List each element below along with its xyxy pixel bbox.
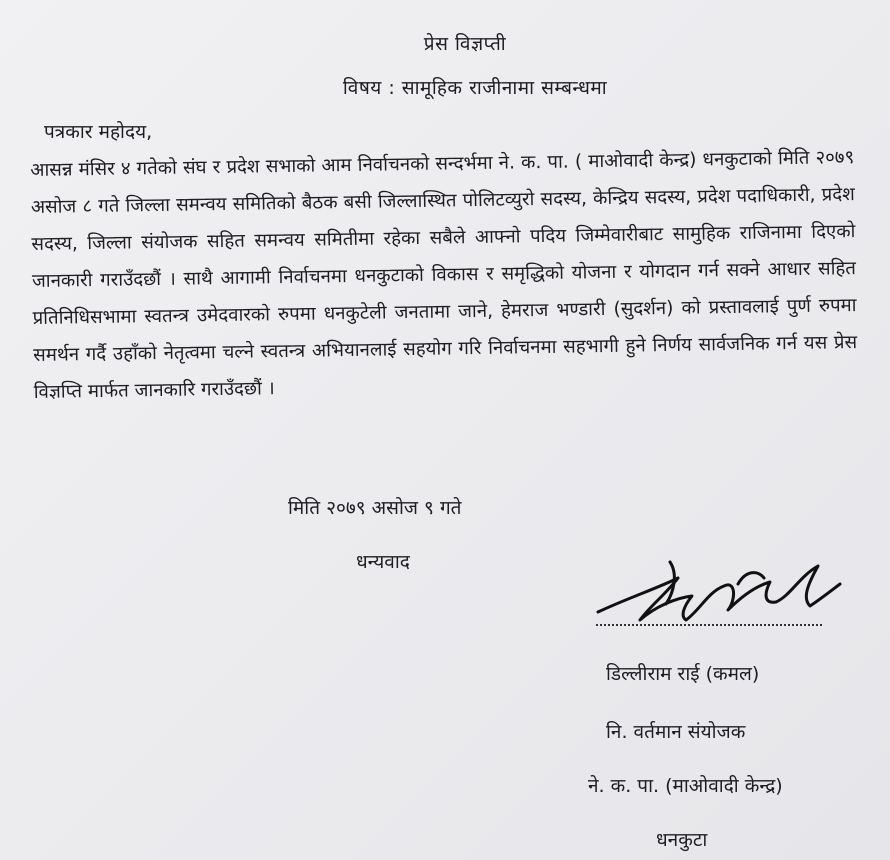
thanks-text: धन्यवाद bbox=[356, 551, 410, 573]
signer-role: नि. वर्तमान संयोजक bbox=[606, 721, 746, 743]
body-paragraph: आसन्न मंसिर ४ गतेको संघ र प्रदेश सभाको आम निर्वाचनको सन्दर्भमा ने. क. पा. ( माओवादी केन्द्र) धनकुटाको मिति २०७९ असोज ८ गते जिल्ला समन्वय समितिको बैठक बसी जिल्लास्थित पोलिटव्युरो सदस्य, केन्द्रिय सदस्य, प्रदेश पदाधिकारी, प्रदेश सदस्य, जिल्ला संयोजक सहित समन्वय समितीमा रहेका सबैले आफ्नो पदिय जिम्मेवारीबाट सामुहिक राजिनामा दिएको जानकारी गराउँदछौं । साथै आगामी निर्वाचनमा धनकुटाको विकास र समृद्धिको योजना र योगदान गर्न सक्ने आधार सहित प्रतिनिधिसभामा स्वतन्त्र उमेदवारको रुपमा धनकुटेली जनतामा जाने, हेमराज भण्डारी (सुदर्शन) को प्रस्तावलाई पुर्ण रुपमा समर्थन गर्दै उहाँको नेतृत्वमा चल्ने स्वतन्त्र अभियानलाई सहयोग गरि निर्वाचनमा सहभागी हुने निर्णय सार्वजनिक गर्न यस प्रेस विज्ञप्ति मार्फत जानकारि गराउँदछौं । bbox=[30, 147, 858, 403]
signer-place: धनकुटा bbox=[656, 829, 708, 851]
signer-organization: ने. क. पा. (माओवादी केन्द्र) bbox=[588, 775, 783, 797]
signature-line bbox=[596, 624, 822, 626]
signer-name: डिल्लीराम राई (कमल) bbox=[606, 663, 760, 685]
date-line: मिति २०७९ असोज ९ गते bbox=[288, 497, 462, 519]
salutation: पत्रकार महोदय, bbox=[44, 121, 153, 143]
subject-line: विषय : सामूहिक राजीनामा सम्बन्धमा bbox=[342, 77, 608, 99]
document-title: प्रेस विज्ञप्ती bbox=[423, 33, 507, 55]
